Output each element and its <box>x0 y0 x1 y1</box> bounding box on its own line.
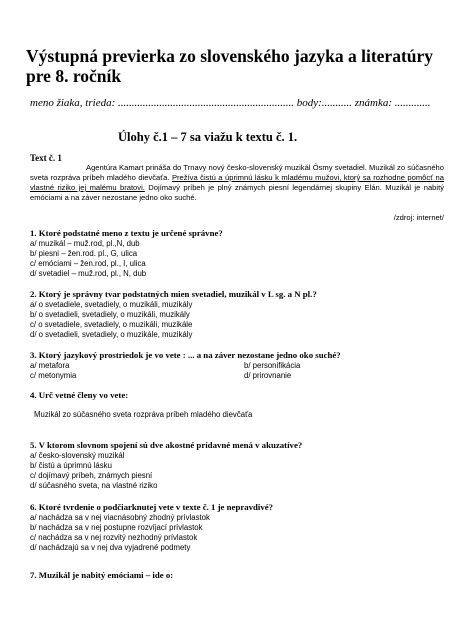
q6-option-d: d/ nachádzajú sa v nej dva vyjadrené podmety <box>30 543 191 552</box>
q1-option-a: a/ muzikál – muž.rod, pl.,N, dub <box>30 239 140 248</box>
question-6: 6. Ktoré tvrdenie o podčiarknutej vete v texte č. 1 je nepravdivé? <box>30 502 274 512</box>
question-3: 3. Ktorý jazykový prostriedok je vo vete : ... a na záver nezostane jedno oko suché? <box>30 350 341 360</box>
q3-option-c: c/ metonymia <box>30 371 77 380</box>
text-passage <box>30 163 444 203</box>
passage-underlined-sentence: Prežíva čistú a úprimnú lásku k mladému mužovi, ktorý sa rozhodne pomôcť na vlastné riziko jej malému bratovi. <box>30 173 444 192</box>
q2-option-b: b/ o svetadieli, svetadiely, o muzikáli, muzikály <box>30 310 190 319</box>
text-label: Text č. 1 <box>30 153 62 163</box>
question-1: 1. Ktoré podstatné meno z textu je určené správne? <box>30 228 223 238</box>
q5-option-b: b/ čistú a úprimnú lásku <box>30 461 112 470</box>
source-note: /zdroj: internet/ <box>393 213 444 222</box>
q2-option-a: a/ o svetadiele, svetadiely, o muzikáli, muzikály <box>30 300 193 309</box>
page-title: Výstupná previerka zo slovenského jazyka a literatúry pre 8. ročník <box>26 46 434 86</box>
q5-option-d: d/ súčasného sveta, na vlastné riziko <box>30 481 158 490</box>
q1-option-b: b/ piesni – žen.rod. pl., G, ulica <box>30 249 138 258</box>
q2-option-d: d/ o svetadieli, svetadiely, o muzikále, muzikály <box>30 330 193 339</box>
q3-option-b: b/ personifikácia <box>244 361 301 370</box>
q6-option-b: b/ nachádza sa v nej postupne rozvíjací prívlastok <box>30 523 203 532</box>
passage-sentence-1: Agentúra Kamart prináša do Trnavy nový česko-slovenský muzikál Ôsmy svetadiel. Muzikál zo súčasného sveta rozpráva príbeh mladého dievčaťa. <box>30 163 444 182</box>
q5-option-c: c/ dojímavý príbeh, známych piesní <box>30 471 153 480</box>
q2-option-c: c/ o svetadiele, svetadiely, o muzikáli, muzikále <box>30 320 193 329</box>
q5-option-a: a/ česko-slovenský muzikál <box>30 451 125 460</box>
question-4: 4. Urč vetné členy vo vete: <box>30 390 129 400</box>
student-info-line: meno žiaka, trieda: ................................................................ body:........... známka: ............. <box>30 97 431 109</box>
q6-option-c: c/ nachádza sa v nej rozvitý nezhodný prívlastok <box>30 533 198 542</box>
q1-option-d: d/ svetadiel – muž.rod, pl., N, dub <box>30 269 147 278</box>
q6-option-a: a/ nachádza sa v nej viacnásobný zhodný prívlastok <box>30 513 210 522</box>
question-2: 2. Ktorý je správny tvar podstatných mien svetadiel, muzikál v L sg. a N pl.? <box>30 289 317 299</box>
q3-option-a: a/ metafora <box>30 361 70 370</box>
passage-sentence-3: Dojímavý príbeh je plný známych piesní legendárnej skupiny Elán. Muzikál je nabitý emóciami a na záver nezostane jedno oko suché. <box>30 183 444 202</box>
section-heading: Úlohy č.1 – 7 sa viažu k textu č. 1. <box>118 130 298 144</box>
question-7: 7. Muzikál je nabitý emóciami – ide o: <box>30 570 174 580</box>
q1-option-c: c/ emóciami – žen.rod, pl., I, ulica <box>30 259 146 268</box>
q3-option-d: d/ prirovnanie <box>244 371 292 380</box>
question-5: 5. V ktorom slovnom spojení sú dve akostné prídavné mená v akuzatíve? <box>30 440 303 450</box>
q4-sentence: Muzikál zo súčasného sveta rozpráva príbeh mladého dievčaťa <box>34 410 253 419</box>
